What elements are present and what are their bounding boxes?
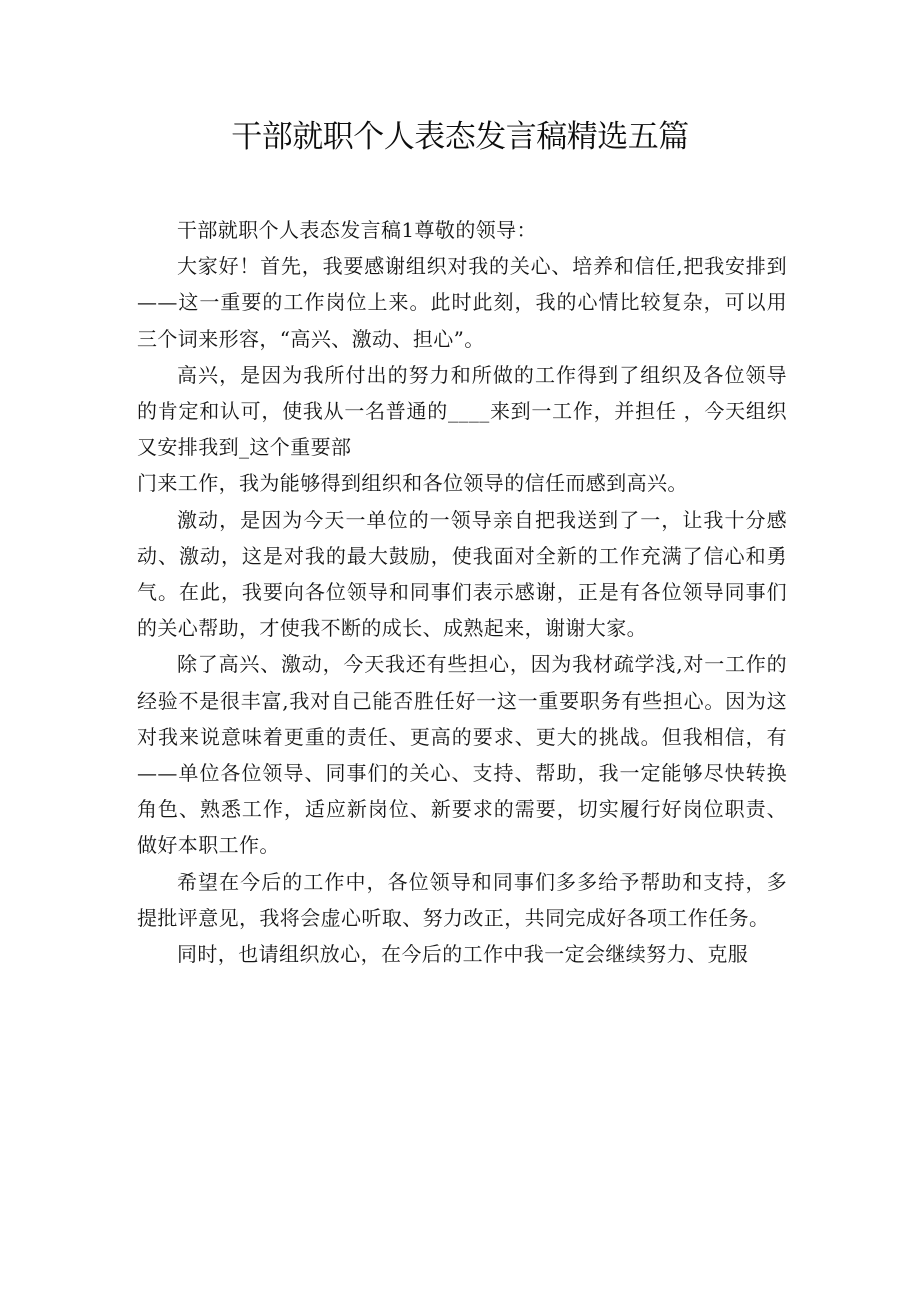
paragraph-assurance: 同时，也请组织放心，在今后的工作中我一定会继续努力、克服 xyxy=(177,942,749,967)
paragraph-happy-continued: 门来工作，我为能够得到组织和各位领导的信任而感到高兴。 xyxy=(137,471,688,496)
document-title: 干部就职个人表态发言稿精选五篇 xyxy=(231,119,689,155)
paragraph-happy: 高兴，是因为我所付出的努力和所做的工作得到了组织及各位领导的肯定和认可，使我从一名普通的____来到一工作，并担任 ，今天组织又安排我到_这个重要部 xyxy=(137,362,787,460)
paragraph-opening: 大家好！首先，我要感谢组织对我的关心、培养和信任,把我安排到——这一重要的工作岗位上来。此时此刻，我的心情比较复杂，可以用三个词来形容，“高兴、激动、担心”。 xyxy=(137,254,787,351)
paragraph-worried: 除了高兴、激动，今天我还有些担心，因为我材疏学浅,对一工作的经验不是很丰富,我对自己能否胜任好一这一重要职务有些担心。因为这对我来说意味着更重的责任、更高的要求、更大的挑战。但我相信，有——单位各位领导、同事们的关心、支持、帮助，我一定能够尽快转换角色、熟悉工作，适应新岗位、新要求的需要，切实履行好岗位职责、做好本职工作。 xyxy=(137,652,787,858)
paragraph-hope: 希望在今后的工作中，各位领导和同事们多多给予帮助和支持，多提批评意见，我将会虚心听取、努力改正，共同完成好各项工作任务。 xyxy=(137,869,787,930)
paragraph-greeting: 干部就职个人表态发言稿1尊敬的领导： xyxy=(177,218,537,242)
document-body xyxy=(137,212,787,972)
paragraph-excited: 激动，是因为今天一单位的一领导亲自把我送到了一，让我十分感动、激动，这是对我的最大鼓励，使我面对全新的工作充满了信心和勇气。在此，我要向各位领导和同事们表示感谢，正是有各位领导同事们的关心帮助，才使我不断的成长、成熟起来，谢谢大家。 xyxy=(137,507,787,641)
